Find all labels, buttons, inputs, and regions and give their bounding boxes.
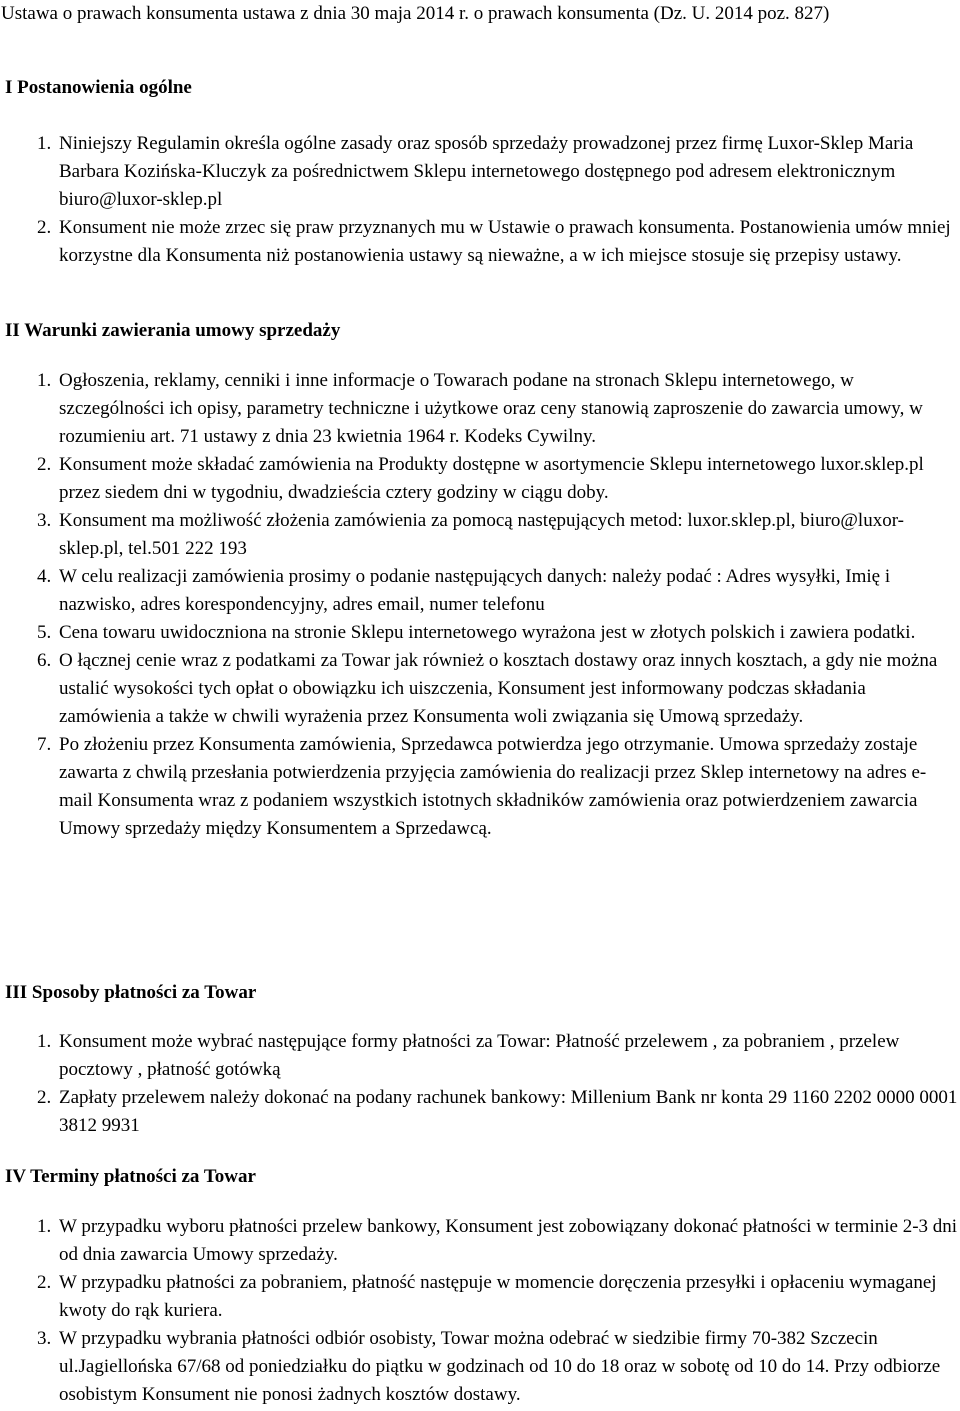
item-text: Konsument ma możliwość złożenia zamówienia za pomocą następujących metod: luxor.sklep.pl, biuro@luxor-sklep.pl, tel.501 222 193 bbox=[59, 510, 904, 559]
list-item bbox=[0, 130, 959, 214]
section-heading-3: III Sposoby płatności za Towar bbox=[5, 982, 257, 1003]
section-heading-4: IV Terminy płatności za Towar bbox=[5, 1166, 256, 1187]
list-item bbox=[0, 1269, 959, 1325]
item-text: Konsument może wybrać następujące formy płatności za Towar: Płatność przelewem , za pobraniem , przelew pocztowy , płatność gotówką bbox=[59, 1031, 900, 1080]
item-number: 3. bbox=[37, 1328, 52, 1349]
intro-paragraph: Ustawa o prawach konsumenta ustawa z dnia 30 maja 2014 r. o prawach konsumenta (Dz. U. 2014 poz. 827) bbox=[1, 3, 830, 24]
item-number: 7. bbox=[37, 734, 52, 755]
item-text: W przypadku wyboru płatności przelew bankowy, Konsument jest zobowiązany dokonać płatności w terminie 2-3 dni od dnia zawarcia Umowy sprzedaży. bbox=[59, 1216, 958, 1265]
item-text: W celu realizacji zamówienia prosimy o podanie następujących danych: należy podać : Adres wysyłki, Imię i nazwisko, adres korespondencyjny, adres email, numer telefonu bbox=[59, 566, 891, 615]
item-number: 2. bbox=[37, 454, 52, 475]
item-number: 2. bbox=[37, 1272, 52, 1293]
section-1-list bbox=[0, 130, 959, 270]
item-number: 4. bbox=[37, 566, 52, 587]
section-3-list bbox=[0, 1028, 959, 1140]
item-number: 6. bbox=[37, 650, 52, 671]
list-item bbox=[0, 731, 959, 843]
section-4-list bbox=[0, 1213, 959, 1409]
item-text: Konsument może składać zamówienia na Produkty dostępne w asortymencie Sklepu internetowego luxor.sklep.pl przez siedem dni w tygodniu, dwadzieścia cztery godziny w ciągu doby. bbox=[59, 454, 924, 503]
section-2-list bbox=[0, 367, 959, 843]
list-item bbox=[0, 619, 959, 647]
item-number: 2. bbox=[37, 217, 52, 238]
list-item bbox=[0, 1028, 959, 1084]
item-text: Po złożeniu przez Konsumenta zamówienia, Sprzedawca potwierdza jego otrzymanie. Umowa sprzedaży zostaje zawarta z chwilą przesłania potwierdzenia przyjęcia zamówienia do realizacji przez Sklep internetowy na adres e-mail Konsumenta wraz z podaniem wszystkich istotnych składników zamówienia oraz potwierdzeniem zawarcia Umowy sprzedaży między Konsumentem a Sprzedawcą. bbox=[59, 734, 927, 839]
item-number: 2. bbox=[37, 1087, 52, 1108]
item-text: Konsument nie może zrzec się praw przyznanych mu w Ustawie o prawach konsumenta. Postanowienia umów mniej korzystne dla Konsumenta niż postanowienia ustawy są nieważne, a w ich miejsce stosuje się przepisy ustawy. bbox=[59, 217, 951, 266]
item-text: Ogłoszenia, reklamy, cenniki i inne informacje o Towarach podane na stronach Sklepu internetowego, w szczególności ich opisy, parametry techniczne i użytkowe oraz ceny stanowią zaproszenie do zawarcia umowy, w rozumieniu art. 71 ustawy z dnia 23 kwietnia 1964 r. Kodeks Cywilny. bbox=[59, 370, 923, 447]
item-text: Cena towaru uwidoczniona na stronie Sklepu internetowego wyrażona jest w złotych polskich i zawiera podatki. bbox=[59, 622, 916, 643]
section-heading-2: II Warunki zawierania umowy sprzedaży bbox=[5, 320, 341, 341]
list-item bbox=[0, 367, 959, 451]
item-text: W przypadku wybrania płatności odbiór osobisty, Towar można odebrać w siedzibie firmy 70-382 Szczecin ul.Jagiellońska 67/68 od poniedziałku do piątku w godzinach od 10 do 18 oraz w sobotę od 10 do 14. Przy odbiorze osobistym Konsument nie ponosi żadnych kosztów dostawy. bbox=[59, 1328, 941, 1405]
item-text: Zapłaty przelewem należy dokonać na podany rachunek bankowy: Millenium Bank nr konta 29 1160 2202 0000 0001 3812 9931 bbox=[59, 1087, 958, 1136]
item-number: 1. bbox=[37, 1216, 52, 1237]
item-text: W przypadku płatności za pobraniem, płatność następuje w momencie doręczenia przesyłki i opłaceniu wymaganej kwoty do rąk kuriera. bbox=[59, 1272, 937, 1321]
item-number: 1. bbox=[37, 1031, 52, 1052]
list-item bbox=[0, 563, 959, 619]
list-item bbox=[0, 1213, 959, 1269]
list-item bbox=[0, 451, 959, 507]
item-number: 5. bbox=[37, 622, 52, 643]
item-number: 3. bbox=[37, 510, 52, 531]
item-text: O łącznej cenie wraz z podatkami za Towar jak również o kosztach dostawy oraz innych kosztach, a gdy nie można ustalić wysokości tych opłat o obowiązku ich uiszczenia, Konsument jest informowany podczas składania zamówienia a także w chwili wyrażenia przez Konsumenta woli związania się Umową sprzedaży. bbox=[59, 650, 938, 727]
list-item bbox=[0, 647, 959, 731]
list-item bbox=[0, 1084, 959, 1140]
list-item bbox=[0, 507, 959, 563]
list-item bbox=[0, 214, 959, 270]
item-text: Niniejszy Regulamin określa ogólne zasady oraz sposób sprzedaży prowadzonej przez firmę Luxor-Sklep Maria Barbara Kozińska-Kluczyk za pośrednictwem Sklepu internetowego dostępnego pod adresem elektronicznym biuro@luxor-sklep.pl bbox=[59, 133, 914, 210]
section-heading-1: I Postanowienia ogólne bbox=[5, 77, 192, 98]
list-item bbox=[0, 1325, 959, 1409]
item-number: 1. bbox=[37, 133, 52, 154]
item-number: 1. bbox=[37, 370, 52, 391]
